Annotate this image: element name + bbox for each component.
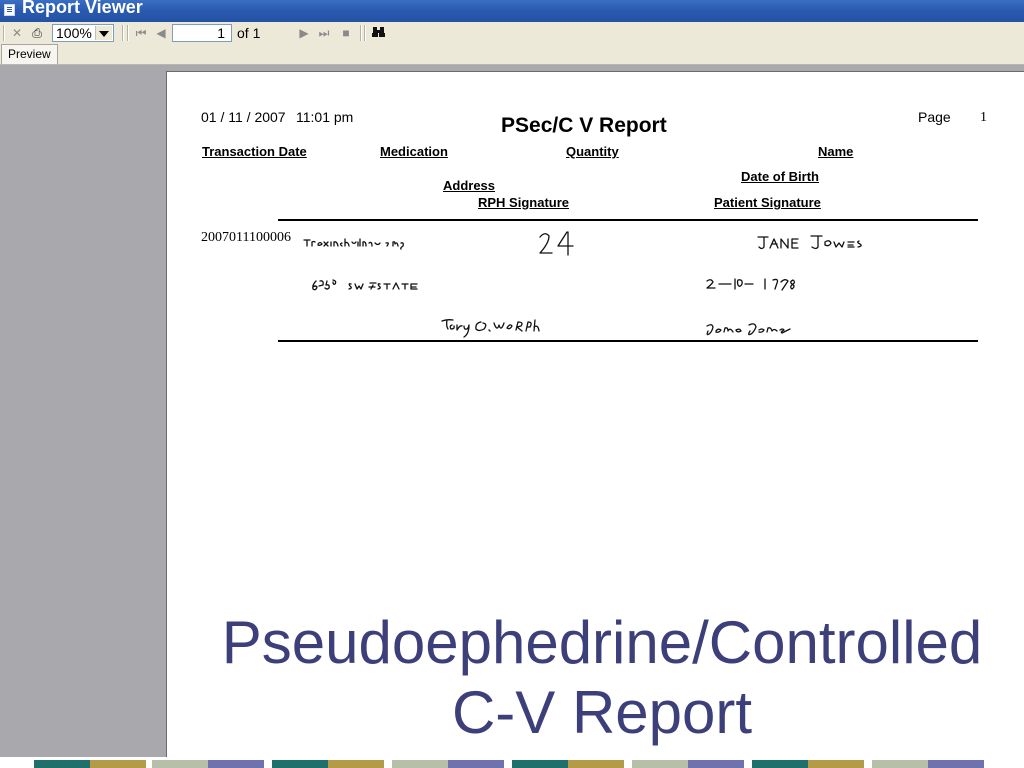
stripe-segment — [34, 760, 90, 768]
tab-strip — [0, 44, 1024, 65]
caption-line-2: C-V Report — [451, 679, 753, 746]
header-rph-signature: RPH Signature — [478, 195, 570, 210]
slide-caption — [180, 608, 1024, 748]
handwritten-name — [756, 234, 871, 254]
stripe-segment — [0, 760, 34, 768]
stop-icon[interactable]: ■ — [342, 26, 350, 40]
caption-line-1: Pseudoephedrine/Controlled — [221, 609, 983, 676]
toolbar-separator — [122, 25, 123, 41]
stripe-segment — [984, 760, 1024, 768]
row-rule — [278, 340, 978, 342]
stripe-segment — [752, 760, 808, 768]
last-page-icon[interactable]: ⏭ — [318, 26, 330, 40]
header-date-of-birth: Date of Birth — [741, 169, 819, 184]
header-patient-signature: Patient Signature — [714, 195, 821, 210]
stripe-segment — [928, 760, 984, 768]
document-icon — [4, 4, 15, 16]
stripe-segment — [872, 760, 928, 768]
tab-preview[interactable]: Preview — [1, 44, 58, 64]
stripe-segment — [568, 760, 624, 768]
transaction-id: 2007011100006 — [201, 230, 291, 245]
next-page-icon[interactable]: ▶ — [299, 26, 309, 40]
report-date: 01 / 11 / 2007 — [201, 109, 286, 125]
header-transaction-date: Transaction Date — [202, 144, 307, 159]
stripe-segment — [90, 760, 146, 768]
page-number-input[interactable]: 1 — [172, 24, 232, 42]
find-binoculars-icon[interactable] — [371, 22, 387, 44]
header-name: Name — [818, 144, 854, 159]
stripe-segment — [808, 760, 864, 768]
print-icon[interactable]: ⎙ — [32, 26, 42, 40]
toolbar-separator — [3, 25, 4, 41]
handwritten-quantity — [537, 229, 579, 259]
header-address: Address — [443, 178, 496, 193]
report-time: 11:01 pm — [296, 109, 354, 125]
dropdown-arrow-icon[interactable] — [95, 26, 112, 40]
handwritten-medication — [302, 235, 417, 249]
stripe-segment — [152, 760, 208, 768]
stripe-segment — [688, 760, 744, 768]
stripe-segment — [448, 760, 504, 768]
stripe-segment — [392, 760, 448, 768]
stripe-segment — [208, 760, 264, 768]
header-medication: Medication — [380, 144, 448, 159]
header-quantity: Quantity — [566, 144, 619, 159]
stripe-segment — [272, 760, 328, 768]
toolbar-separator — [364, 25, 365, 41]
zoom-value: 100% — [56, 25, 92, 41]
report-title: PSec/C V Report — [501, 114, 667, 137]
handwritten-dob — [705, 275, 825, 297]
stripe-segment — [512, 760, 568, 768]
patient-signature — [704, 320, 824, 342]
toolbar-separator — [360, 25, 361, 41]
window-title: Report Viewer — [22, 0, 143, 17]
page-number: 1 — [980, 110, 987, 125]
find-binoculars-icon — [371, 22, 387, 44]
decorative-stripe — [0, 757, 1024, 768]
close-icon[interactable]: ✕ — [11, 26, 23, 40]
zoom-select[interactable] — [52, 24, 114, 42]
previous-page-icon[interactable]: ◀ — [156, 26, 166, 40]
toolbar-separator — [127, 25, 128, 41]
handwritten-address — [310, 277, 430, 297]
page-label: Page — [918, 109, 951, 125]
header-rule — [278, 219, 978, 221]
stripe-segment — [632, 760, 688, 768]
report-viewer-area[interactable] — [0, 65, 1024, 757]
first-page-icon[interactable]: ⏮ — [135, 26, 147, 40]
toolbar — [0, 22, 1024, 45]
title-bar — [0, 0, 1024, 22]
page-count-label: of 1 — [237, 25, 261, 41]
stripe-segment — [328, 760, 384, 768]
